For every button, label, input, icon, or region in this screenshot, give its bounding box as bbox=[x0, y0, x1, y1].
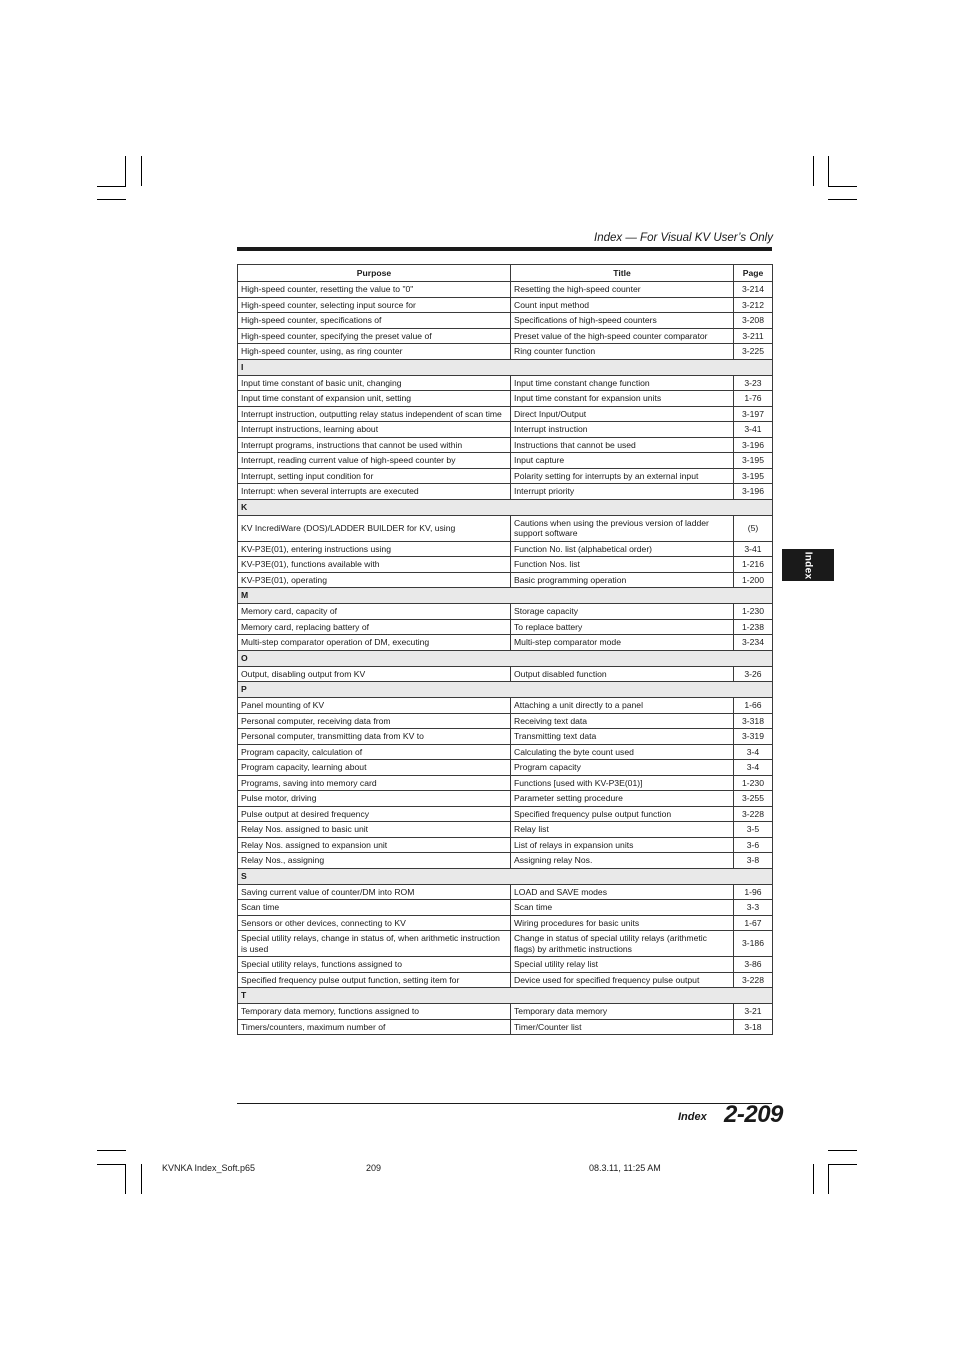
table-row bbox=[238, 806, 773, 822]
index-table bbox=[237, 264, 773, 1035]
purpose-cell: Interrupt, setting input condition for bbox=[238, 468, 511, 484]
table-row bbox=[238, 484, 773, 500]
purpose-cell: Temporary data memory, functions assigned to bbox=[238, 1004, 511, 1020]
section-letter: S bbox=[238, 868, 773, 884]
section-letter-row bbox=[238, 588, 773, 604]
title-cell: Functions [used with KV-P3E(01)] bbox=[511, 775, 734, 791]
table-row bbox=[238, 282, 773, 298]
purpose-cell: KV-P3E(01), entering instructions using bbox=[238, 541, 511, 557]
title-cell: Instructions that cannot be used bbox=[511, 437, 734, 453]
purpose-cell: High-speed counter, specifications of bbox=[238, 313, 511, 329]
section-letter: K bbox=[238, 499, 773, 515]
page-cell: 1-230 bbox=[734, 604, 773, 620]
page-cell: 3-208 bbox=[734, 313, 773, 329]
crop-mark bbox=[125, 156, 126, 186]
purpose-cell: Program capacity, learning about bbox=[238, 760, 511, 776]
purpose-cell: Timers/counters, maximum number of bbox=[238, 1019, 511, 1035]
purpose-cell: Saving current value of counter/DM into ROM bbox=[238, 884, 511, 900]
page-cell: (5) bbox=[734, 515, 773, 541]
table-row bbox=[238, 619, 773, 635]
page-cell: 3-5 bbox=[734, 822, 773, 838]
purpose-cell: High-speed counter, using, as ring counter bbox=[238, 344, 511, 360]
table-row bbox=[238, 572, 773, 588]
purpose-cell: Multi-step comparator operation of DM, executing bbox=[238, 635, 511, 651]
page-cell: 3-18 bbox=[734, 1019, 773, 1035]
title-cell: Special utility relay list bbox=[511, 957, 734, 973]
section-letter: O bbox=[238, 650, 773, 666]
purpose-cell: Output, disabling output from KV bbox=[238, 666, 511, 682]
slug-filename: KVNKA Index_Soft.p65 bbox=[162, 1163, 256, 1173]
table-row bbox=[238, 635, 773, 651]
table-row bbox=[238, 453, 773, 469]
crop-mark bbox=[97, 1164, 126, 1165]
table-row bbox=[238, 297, 773, 313]
table-row bbox=[238, 791, 773, 807]
footer-section-label: Index bbox=[678, 1111, 707, 1123]
table-row bbox=[238, 884, 773, 900]
page-cell: 1-216 bbox=[734, 557, 773, 573]
purpose-cell: Interrupt instructions, learning about bbox=[238, 422, 511, 438]
title-cell: Multi-step comparator mode bbox=[511, 635, 734, 651]
crop-mark bbox=[828, 1164, 857, 1165]
table-row bbox=[238, 837, 773, 853]
purpose-cell: Interrupt instruction, outputting relay status independent of scan time bbox=[238, 406, 511, 422]
title-cell: Ring counter function bbox=[511, 344, 734, 360]
page-cell: 3-228 bbox=[734, 972, 773, 988]
title-cell: Scan time bbox=[511, 900, 734, 916]
crop-mark bbox=[141, 156, 142, 186]
page-cell: 3-195 bbox=[734, 468, 773, 484]
section-tab bbox=[782, 549, 834, 581]
title-cell: Interrupt priority bbox=[511, 484, 734, 500]
purpose-cell: Pulse motor, driving bbox=[238, 791, 511, 807]
table-row bbox=[238, 853, 773, 869]
page-cell: 3-195 bbox=[734, 453, 773, 469]
title-cell: Input capture bbox=[511, 453, 734, 469]
table-row bbox=[238, 468, 773, 484]
page-cell: 3-4 bbox=[734, 744, 773, 760]
table-row bbox=[238, 541, 773, 557]
title-cell: Direct Input/Output bbox=[511, 406, 734, 422]
table-row bbox=[238, 915, 773, 931]
purpose-cell: Relay Nos. assigned to basic unit bbox=[238, 822, 511, 838]
section-letter-row bbox=[238, 650, 773, 666]
column-header-page: Page bbox=[734, 265, 773, 282]
crop-mark bbox=[813, 156, 814, 186]
purpose-cell: Scan time bbox=[238, 900, 511, 916]
purpose-cell: Relay Nos., assigning bbox=[238, 853, 511, 869]
purpose-cell: High-speed counter, specifying the preset value of bbox=[238, 328, 511, 344]
page-cell: 3-8 bbox=[734, 853, 773, 869]
purpose-cell: Memory card, replacing battery of bbox=[238, 619, 511, 635]
page-cell: 3-86 bbox=[734, 957, 773, 973]
page-cell: 1-76 bbox=[734, 391, 773, 407]
slug-date: 08.3.11, 11:25 AM bbox=[589, 1163, 661, 1173]
title-cell: List of relays in expansion units bbox=[511, 837, 734, 853]
title-cell: To replace battery bbox=[511, 619, 734, 635]
title-cell: Resetting the high-speed counter bbox=[511, 282, 734, 298]
page-cell: 1-67 bbox=[734, 915, 773, 931]
table-row bbox=[238, 900, 773, 916]
page-cell: 3-212 bbox=[734, 297, 773, 313]
column-header-title: Title bbox=[511, 265, 734, 282]
page-cell: 3-6 bbox=[734, 837, 773, 853]
title-cell: Temporary data memory bbox=[511, 1004, 734, 1020]
crop-mark bbox=[828, 156, 829, 186]
page-cell: 3-225 bbox=[734, 344, 773, 360]
title-cell: Function Nos. list bbox=[511, 557, 734, 573]
title-cell: Input time constant change function bbox=[511, 375, 734, 391]
purpose-cell: Personal computer, receiving data from bbox=[238, 713, 511, 729]
title-cell: Cautions when using the previous version of ladder support software bbox=[511, 515, 734, 541]
page-cell: 3-4 bbox=[734, 760, 773, 776]
index-table-body bbox=[238, 282, 773, 1035]
title-cell: Specifications of high-speed counters bbox=[511, 313, 734, 329]
running-header: Index — For Visual KV User’s Only bbox=[594, 232, 773, 244]
table-row bbox=[238, 328, 773, 344]
title-cell: Polarity setting for interrupts by an external input bbox=[511, 468, 734, 484]
slug-page: 209 bbox=[366, 1163, 382, 1173]
title-cell: Device used for specified frequency pulse output bbox=[511, 972, 734, 988]
page-cell: 3-255 bbox=[734, 791, 773, 807]
section-letter-row bbox=[238, 359, 773, 375]
title-cell: Basic programming operation bbox=[511, 572, 734, 588]
title-cell: Timer/Counter list bbox=[511, 1019, 734, 1035]
section-letter-row bbox=[238, 988, 773, 1004]
table-row bbox=[238, 422, 773, 438]
footer-rule bbox=[237, 1103, 772, 1104]
table-row bbox=[238, 931, 773, 957]
title-cell: Input time constant for expansion units bbox=[511, 391, 734, 407]
section-letter: M bbox=[238, 588, 773, 604]
page-cell: 3-197 bbox=[734, 406, 773, 422]
page-cell: 3-211 bbox=[734, 328, 773, 344]
table-row bbox=[238, 1004, 773, 1020]
table-row bbox=[238, 557, 773, 573]
title-cell: Receiving text data bbox=[511, 713, 734, 729]
page-cell: 3-23 bbox=[734, 375, 773, 391]
page-cell: 3-26 bbox=[734, 666, 773, 682]
title-cell: Count input method bbox=[511, 297, 734, 313]
purpose-cell: Memory card, capacity of bbox=[238, 604, 511, 620]
title-cell: Interrupt instruction bbox=[511, 422, 734, 438]
purpose-cell: High-speed counter, selecting input source for bbox=[238, 297, 511, 313]
table-row bbox=[238, 1019, 773, 1035]
table-row bbox=[238, 391, 773, 407]
purpose-cell: High-speed counter, resetting the value to "0" bbox=[238, 282, 511, 298]
table-row bbox=[238, 957, 773, 973]
purpose-cell: Special utility relays, functions assigned to bbox=[238, 957, 511, 973]
table-row bbox=[238, 406, 773, 422]
section-letter: I bbox=[238, 359, 773, 375]
page-cell: 1-230 bbox=[734, 775, 773, 791]
title-cell: Storage capacity bbox=[511, 604, 734, 620]
purpose-cell: Personal computer, transmitting data from KV to bbox=[238, 729, 511, 745]
table-row bbox=[238, 604, 773, 620]
page-cell: 1-66 bbox=[734, 698, 773, 714]
purpose-cell: Program capacity, calculation of bbox=[238, 744, 511, 760]
purpose-cell: Interrupt: when several interrupts are executed bbox=[238, 484, 511, 500]
page-cell: 1-238 bbox=[734, 619, 773, 635]
purpose-cell: Input time constant of basic unit, changing bbox=[238, 375, 511, 391]
table-row bbox=[238, 437, 773, 453]
section-letter: T bbox=[238, 988, 773, 1004]
page-cell: 3-3 bbox=[734, 900, 773, 916]
section-tab-label: Index bbox=[802, 551, 814, 579]
page-cell: 3-319 bbox=[734, 729, 773, 745]
crop-mark bbox=[828, 186, 857, 187]
title-cell: Calculating the byte count used bbox=[511, 744, 734, 760]
purpose-cell: KV-P3E(01), operating bbox=[238, 572, 511, 588]
table-row bbox=[238, 666, 773, 682]
table-row bbox=[238, 713, 773, 729]
section-letter-row bbox=[238, 682, 773, 698]
crop-mark bbox=[97, 199, 126, 200]
title-cell: Specified frequency pulse output function bbox=[511, 806, 734, 822]
title-cell: Preset value of the high-speed counter comparator bbox=[511, 328, 734, 344]
header-rule bbox=[237, 247, 772, 251]
purpose-cell: Pulse output at desired frequency bbox=[238, 806, 511, 822]
table-row bbox=[238, 729, 773, 745]
purpose-cell: Interrupt programs, instructions that cannot be used within bbox=[238, 437, 511, 453]
title-cell: Assigning relay Nos. bbox=[511, 853, 734, 869]
page-cell: 3-228 bbox=[734, 806, 773, 822]
table-row bbox=[238, 822, 773, 838]
page-cell: 1-96 bbox=[734, 884, 773, 900]
table-row bbox=[238, 698, 773, 714]
crop-mark bbox=[97, 1150, 126, 1151]
table-row bbox=[238, 760, 773, 776]
table-row bbox=[238, 744, 773, 760]
table-row bbox=[238, 375, 773, 391]
section-letter-row bbox=[238, 868, 773, 884]
purpose-cell: KV-P3E(01), functions available with bbox=[238, 557, 511, 573]
page-cell: 3-214 bbox=[734, 282, 773, 298]
page-cell: 3-196 bbox=[734, 484, 773, 500]
crop-mark bbox=[97, 186, 126, 187]
page-cell: 3-21 bbox=[734, 1004, 773, 1020]
column-header-purpose: Purpose bbox=[238, 265, 511, 282]
purpose-cell: Input time constant of expansion unit, setting bbox=[238, 391, 511, 407]
page-cell: 3-234 bbox=[734, 635, 773, 651]
page-cell: 3-41 bbox=[734, 422, 773, 438]
crop-mark bbox=[828, 1150, 857, 1151]
page-cell: 1-200 bbox=[734, 572, 773, 588]
title-cell: Transmitting text data bbox=[511, 729, 734, 745]
title-cell: Change in status of special utility relays (arithmetic flags) by arithmetic instructions bbox=[511, 931, 734, 957]
crop-mark bbox=[141, 1164, 142, 1194]
title-cell: Attaching a unit directly to a panel bbox=[511, 698, 734, 714]
purpose-cell: Specified frequency pulse output function, setting item for bbox=[238, 972, 511, 988]
title-cell: Relay list bbox=[511, 822, 734, 838]
title-cell: Parameter setting procedure bbox=[511, 791, 734, 807]
section-letter-row bbox=[238, 499, 773, 515]
title-cell: Wiring procedures for basic units bbox=[511, 915, 734, 931]
crop-mark bbox=[813, 1164, 814, 1194]
purpose-cell: Special utility relays, change in status of, when arithmetic instruction is used bbox=[238, 931, 511, 957]
crop-mark bbox=[828, 1164, 829, 1194]
page-number: 2-209 bbox=[724, 1101, 783, 1128]
section-letter: P bbox=[238, 682, 773, 698]
page-cell: 3-41 bbox=[734, 541, 773, 557]
table-row bbox=[238, 313, 773, 329]
purpose-cell: Programs, saving into memory card bbox=[238, 775, 511, 791]
page-cell: 3-318 bbox=[734, 713, 773, 729]
table-row bbox=[238, 775, 773, 791]
table-row bbox=[238, 515, 773, 541]
crop-mark bbox=[125, 1164, 126, 1194]
page-cell: 3-196 bbox=[734, 437, 773, 453]
table-row bbox=[238, 344, 773, 360]
title-cell: Function No. list (alphabetical order) bbox=[511, 541, 734, 557]
table-row bbox=[238, 972, 773, 988]
page-cell: 3-186 bbox=[734, 931, 773, 957]
crop-mark bbox=[828, 199, 857, 200]
table-header-row bbox=[238, 265, 773, 282]
purpose-cell: Relay Nos. assigned to expansion unit bbox=[238, 837, 511, 853]
purpose-cell: KV IncrediWare (DOS)/LADDER BUILDER for KV, using bbox=[238, 515, 511, 541]
title-cell: Output disabled function bbox=[511, 666, 734, 682]
purpose-cell: Panel mounting of KV bbox=[238, 698, 511, 714]
title-cell: LOAD and SAVE modes bbox=[511, 884, 734, 900]
title-cell: Program capacity bbox=[511, 760, 734, 776]
purpose-cell: Sensors or other devices, connecting to KV bbox=[238, 915, 511, 931]
purpose-cell: Interrupt, reading current value of high-speed counter by bbox=[238, 453, 511, 469]
